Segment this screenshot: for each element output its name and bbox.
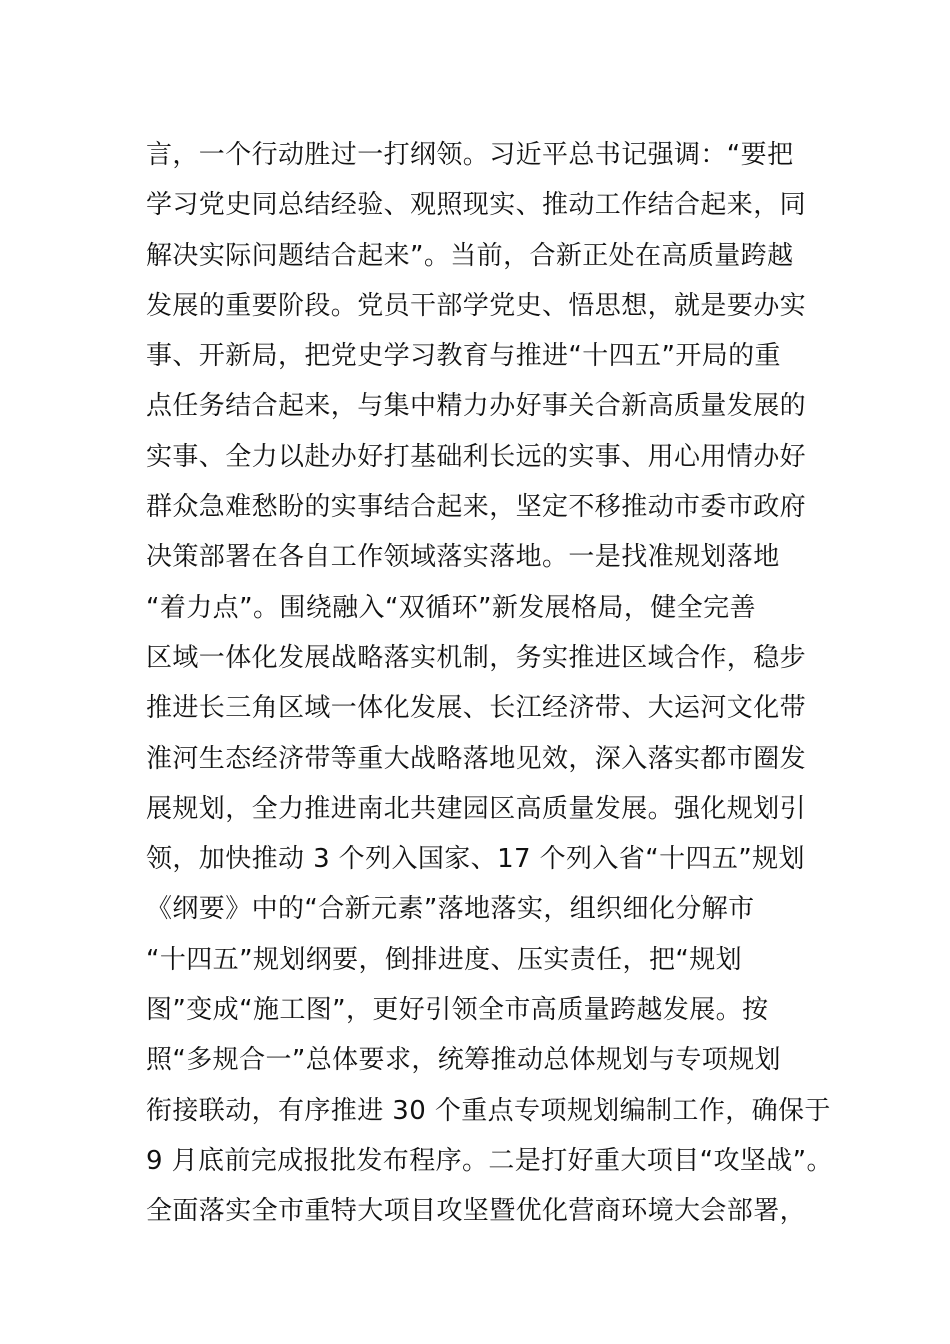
- text-line: 9 月底前完成报批发布程序。二是打好重大项目“攻坚战”。: [146, 1145, 833, 1176]
- text-line: 决策部署在各自工作领域落实落地。一是找准规划落地: [146, 542, 780, 573]
- text-line: 图”变成“施工图”，更好引领全市高质量跨越发展。按: [146, 995, 769, 1026]
- text-line: 领，加快推动 3 个列入国家、17 个列入省“十四五”规划: [146, 844, 805, 875]
- text-line: 言，一个行动胜过一打纲领。习近平总书记强调：“要把: [146, 140, 794, 170]
- text-line: 《纲要》中的“合新元素”落地落实，组织细化分解市: [146, 894, 755, 925]
- body-paragraph: [146, 130, 836, 1237]
- text-line: 全面落实全市重特大项目攻坚暨优化营商环境大会部署，: [146, 1196, 807, 1227]
- text-line: 实事、全力以赴办好打基础利长远的实事、用心用情办好: [146, 441, 807, 472]
- text-line: 推进长三角区域一体化发展、长江经济带、大运河文化带: [146, 693, 807, 724]
- text-line: 照“多规合一”总体要求，统筹推动总体规划与专项规划: [146, 1045, 781, 1076]
- text-line: 区域一体化发展战略落实机制，务实推进区域合作，稳步: [146, 642, 807, 673]
- text-line: “着力点”。围绕融入“双循环”新发展格局，健全完善: [146, 592, 756, 623]
- text-line: 衔接联动，有序推进 30 个重点专项规划编制工作，确保于: [146, 1095, 831, 1126]
- text-line: 事、开新局，把党史学习教育与推进“十四五”开局的重: [146, 341, 781, 372]
- text-line: 展规划，全力推进南北共建园区高质量发展。强化规划引: [146, 793, 807, 824]
- text-line: 学习党史同总结经验、观照现实、推动工作结合起来，同: [146, 190, 807, 221]
- text-line: 解决实际问题结合起来”。当前，合新正处在高质量跨越: [146, 240, 794, 271]
- text-line: 群众急难愁盼的实事结合起来，坚定不移推动市委市政府: [146, 492, 807, 523]
- text-line: “十四五”规划纲要，倒排进度、压实责任，把“规划: [146, 944, 743, 975]
- text-line: 淮河生态经济带等重大战略落地见效，深入落实都市圈发: [146, 743, 807, 774]
- text-line: 点任务结合起来，与集中精力办好事关合新高质量发展的: [146, 391, 807, 422]
- text-line: 发展的重要阶段。党员干部学党史、悟思想，就是要办实: [146, 290, 807, 321]
